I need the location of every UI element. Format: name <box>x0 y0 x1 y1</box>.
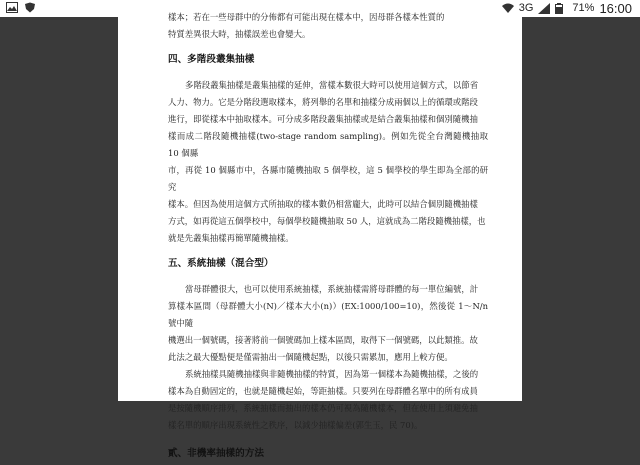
section-heading-systematic: 五、系統抽樣（混合型） <box>168 258 274 269</box>
section-heading-multistage: 四、多階段叢集抽樣 <box>168 54 255 65</box>
document-body <box>168 9 488 465</box>
paragraph-line: 是按隨機順序排列，系統抽樣而抽出的樣本仍可視為隨機樣本，但在使用上須避免抽 <box>168 403 478 413</box>
document-page[interactable] <box>118 12 522 459</box>
paragraph-line: 進行，即從樣本中抽取樣本。可分成多階段叢集抽樣或是結合叢集抽樣和個別隨機抽 <box>168 114 478 124</box>
wifi-icon <box>502 3 514 14</box>
paragraph-continued: 特質差異很大時，抽樣誤差也會變大。 <box>168 29 311 39</box>
signal-icon <box>538 3 550 14</box>
paragraph-line: 此法之最大優點便是僅需抽出一個隨機起點，以後只需累加，應用上較方便。 <box>168 352 453 362</box>
battery-icon <box>555 3 567 14</box>
paragraph-line: 樣名單的順序出現系統性之秩序，以減少抽樣偏差(郭生玉，民 70)。 <box>168 420 423 430</box>
battery-level: 71% <box>572 2 595 14</box>
picture-icon <box>6 2 18 13</box>
paragraph-line: 就是先叢集抽樣再簡單隨機抽樣。 <box>168 233 294 243</box>
paragraph-line: 算樣本區間（母群體大小(N)／樣本大小(n)）(EX:1000/100=10)，然後從 1～N/n 號中隨 <box>168 301 488 328</box>
paragraph-line: 多階段叢集抽樣是叢集抽樣的延伸，當樣本數很大時可以使用這個方式，以節省 <box>185 80 479 90</box>
paragraph-partial-top: 樣本；若在一些母群中的分佈都有可能出現在樣本中，因母群各樣本性質的 <box>168 12 445 22</box>
paragraph-line: 市，再從 10 個縣市中，各縣市隨機抽取 5 個學校，這 5 個學校的學生即為全部的研究 <box>168 165 488 192</box>
section-heading-nonprobability: 貳、非機率抽樣的方法 <box>168 448 264 459</box>
paragraph-line: 樣本為自動固定的，也就是隨機起始，等距抽樣。只要列在母群體名單中的所有成員 <box>168 386 478 396</box>
paragraph-line: 機選出一個號碼，接著將前一個號碼加上樣本區間，取得下一個號碼，以此類推。故 <box>168 335 478 345</box>
clock: 16:00 <box>599 1 632 16</box>
paragraph-line: 方式，如再從這五個學校中，每個學校隨機抽取 50 人，這就成為二階段隨機抽樣，也 <box>168 216 486 226</box>
paragraph-line: 人力、物力。它是分階段選取樣本，將列舉的名單和抽樣分成兩個以上的循環或階段 <box>168 97 478 107</box>
network-type: 3G <box>518 2 534 14</box>
paragraph-line: 系統抽樣具隨機抽樣與非隨機抽樣的特質，因為第一個樣本為隨機抽樣，之後的 <box>185 369 479 379</box>
paragraph-line: 樣而成二階段隨機抽樣(two-stage random sampling)。例如先從全台灣隨機抽取 10 個縣 <box>168 131 488 158</box>
shield-icon <box>24 2 36 13</box>
paragraph-line: 樣本。但因為使用這個方式所抽取的樣本數仍相當龐大，此時可以結合個別隨機抽樣 <box>168 199 478 209</box>
paragraph-line: 當母群體很大，也可以使用系統抽樣，系統抽樣需將母群體的每一單位編號，計 <box>185 284 479 294</box>
